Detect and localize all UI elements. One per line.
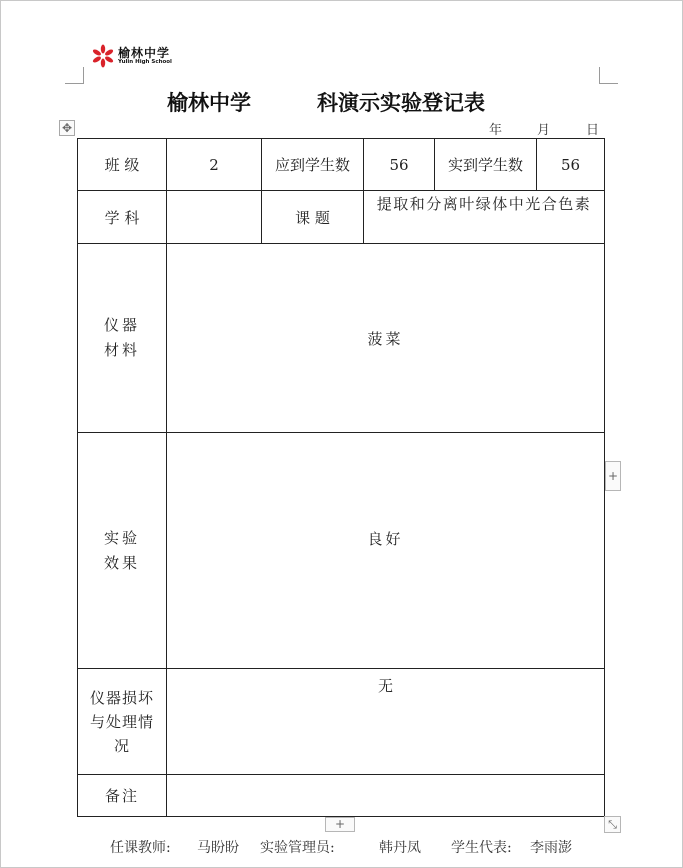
topic-label-text: 课 题	[295, 208, 330, 227]
effect-label-text: 实验效果	[103, 528, 140, 572]
topic-value-text: 提取和分离叶绿体中光合色素	[376, 195, 592, 213]
materials-label	[78, 244, 166, 432]
damage-label	[78, 669, 166, 774]
damage-value[interactable]	[167, 669, 604, 774]
materials-value[interactable]	[167, 244, 604, 432]
title-school: 榆林中学	[167, 91, 251, 115]
margin-corner-top-right	[599, 67, 618, 84]
class-value[interactable]	[167, 139, 261, 190]
damage-label-text: 仪器损坏与处理情况	[90, 688, 155, 755]
school-logo	[91, 43, 191, 69]
table-move-handle-icon[interactable]: ✥	[59, 120, 75, 136]
remarks-label-text: 备注	[104, 787, 139, 805]
margin-corner-top-left	[65, 67, 84, 84]
student-label: 学生代表:	[451, 840, 512, 856]
actual-students-label	[435, 139, 536, 190]
add-column-plus-icon[interactable]: +	[605, 461, 621, 491]
date-year-label: 年	[489, 123, 503, 138]
expected-students-value[interactable]	[364, 139, 434, 190]
subject-value[interactable]	[167, 191, 261, 243]
date-day-label: 日	[586, 123, 600, 138]
effect-label	[78, 433, 166, 668]
topic-label	[262, 191, 363, 243]
logo-mark-icon	[91, 44, 115, 68]
subject-label-text: 学 科	[104, 208, 140, 227]
logo-name-cn: 榆林中学	[118, 46, 171, 60]
table-resize-icon[interactable]: ⤡	[604, 816, 621, 833]
class-label-text: 班 级	[104, 156, 140, 174]
actual-students-value-text: 56	[560, 155, 581, 174]
topic-value[interactable]	[364, 191, 604, 243]
damage-value-text: 无	[377, 677, 393, 695]
materials-label-text: 仪器材料	[103, 316, 140, 359]
class-value-text: 2	[209, 155, 219, 174]
manager-label: 实验管理员:	[260, 840, 335, 856]
effect-value[interactable]	[167, 433, 604, 643]
remarks-label	[78, 775, 166, 816]
remarks-value[interactable]	[167, 775, 604, 816]
manager-name: 韩丹凤	[379, 840, 421, 856]
effect-value-text: 良好	[367, 529, 404, 548]
actual-students-value[interactable]	[537, 139, 604, 190]
materials-value-text: 菠菜	[367, 329, 404, 348]
subject-label	[78, 191, 166, 243]
logo-name-en: Yulin High School	[118, 59, 172, 65]
student-name: 李雨澎	[530, 840, 572, 856]
expected-students-value-text: 56	[389, 155, 409, 174]
teacher-name: 马盼盼	[197, 840, 239, 856]
add-row-plus-icon[interactable]: +	[325, 817, 355, 832]
class-label	[78, 139, 166, 190]
teacher-label: 任课教师:	[110, 840, 171, 856]
title-form: 科演示实验登记表	[317, 91, 485, 115]
expected-students-label	[262, 139, 363, 190]
actual-students-label-text: 实到学生数	[447, 156, 523, 174]
expected-students-label-text: 应到学生数	[274, 156, 350, 174]
date-month-label: 月	[537, 123, 551, 138]
